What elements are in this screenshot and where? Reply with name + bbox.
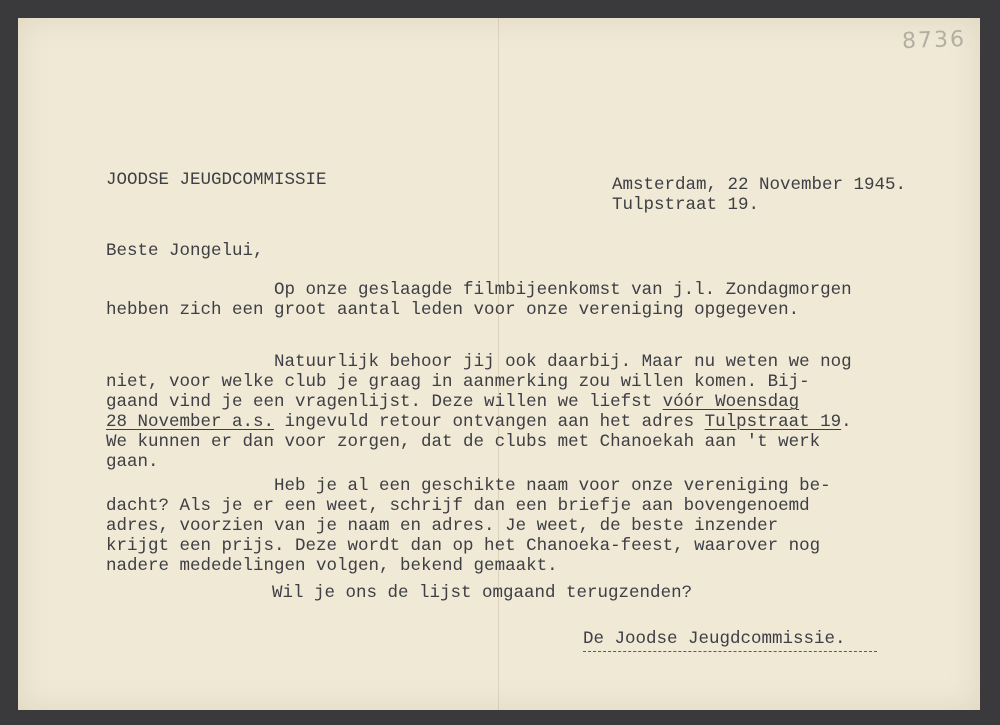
paragraph-2	[106, 352, 852, 472]
paragraph-2-line: gaand vind je een vragenlijst. Deze willen we liefst	[106, 392, 663, 412]
paragraph-3-line: adres, voorzien van je naam en adres. Je weet, de beste inzender	[106, 516, 779, 536]
sender-address: Tulpstraat 19.	[612, 195, 760, 215]
letter-paper	[18, 18, 980, 710]
place-date-block	[612, 175, 906, 215]
paragraph-3-line: nadere mededelingen volgen, bekend gemaakt.	[106, 556, 558, 576]
paragraph-2-line: gaan.	[106, 452, 159, 472]
sender-heading: JOODSE JEUGDCOMMISSIE	[106, 170, 327, 190]
signature: De Joodse Jeugdcommissie.	[583, 629, 846, 649]
paragraph-1-line: Op onze geslaagde filmbijeenkomst van j.l. Zondagmorgen	[274, 280, 852, 300]
signature-line	[583, 651, 877, 652]
paragraph-2-line: .	[841, 412, 852, 432]
closing-request: Wil je ons de lijst omgaand terugzenden?	[272, 583, 693, 603]
paragraph-3-line: krijgt een prijs. Deze wordt dan op het Chanoeka-feest, waarover nog	[106, 536, 821, 556]
archive-number: 8736	[901, 26, 967, 55]
paragraph-2-line: ingevuld retour ontvangen aan het adres	[274, 412, 705, 432]
underlined-deadline-day: vóór Woensdag	[662, 392, 800, 412]
paragraph-1-line: hebben zich een groot aantal leden voor onze vereniging opgegeven.	[106, 300, 800, 320]
place-date: Amsterdam, 22 November 1945.	[612, 175, 907, 195]
paragraph-2-line: niet, voor welke club je graag in aanmerking zou willen komen. Bij-	[106, 372, 810, 392]
paragraph-1	[106, 280, 852, 320]
underlined-deadline-date: 28 November a.s.	[106, 412, 275, 432]
paragraph-3	[106, 476, 831, 576]
paragraph-2-line: We kunnen er dan voor zorgen, dat de clubs met Chanoekah aan 't werk	[106, 432, 821, 452]
paragraph-3-line: Heb je al een geschikte naam voor onze vereniging be-	[274, 476, 831, 496]
paragraph-3-line: dacht? Als je er een weet, schrijf dan een briefje aan bovengenoemd	[106, 496, 810, 516]
underlined-address: Tulpstraat 19	[704, 412, 842, 432]
paragraph-2-line: Natuurlijk behoor jij ook daarbij. Maar nu weten we nog	[274, 352, 852, 372]
salutation: Beste Jongelui,	[106, 241, 264, 261]
